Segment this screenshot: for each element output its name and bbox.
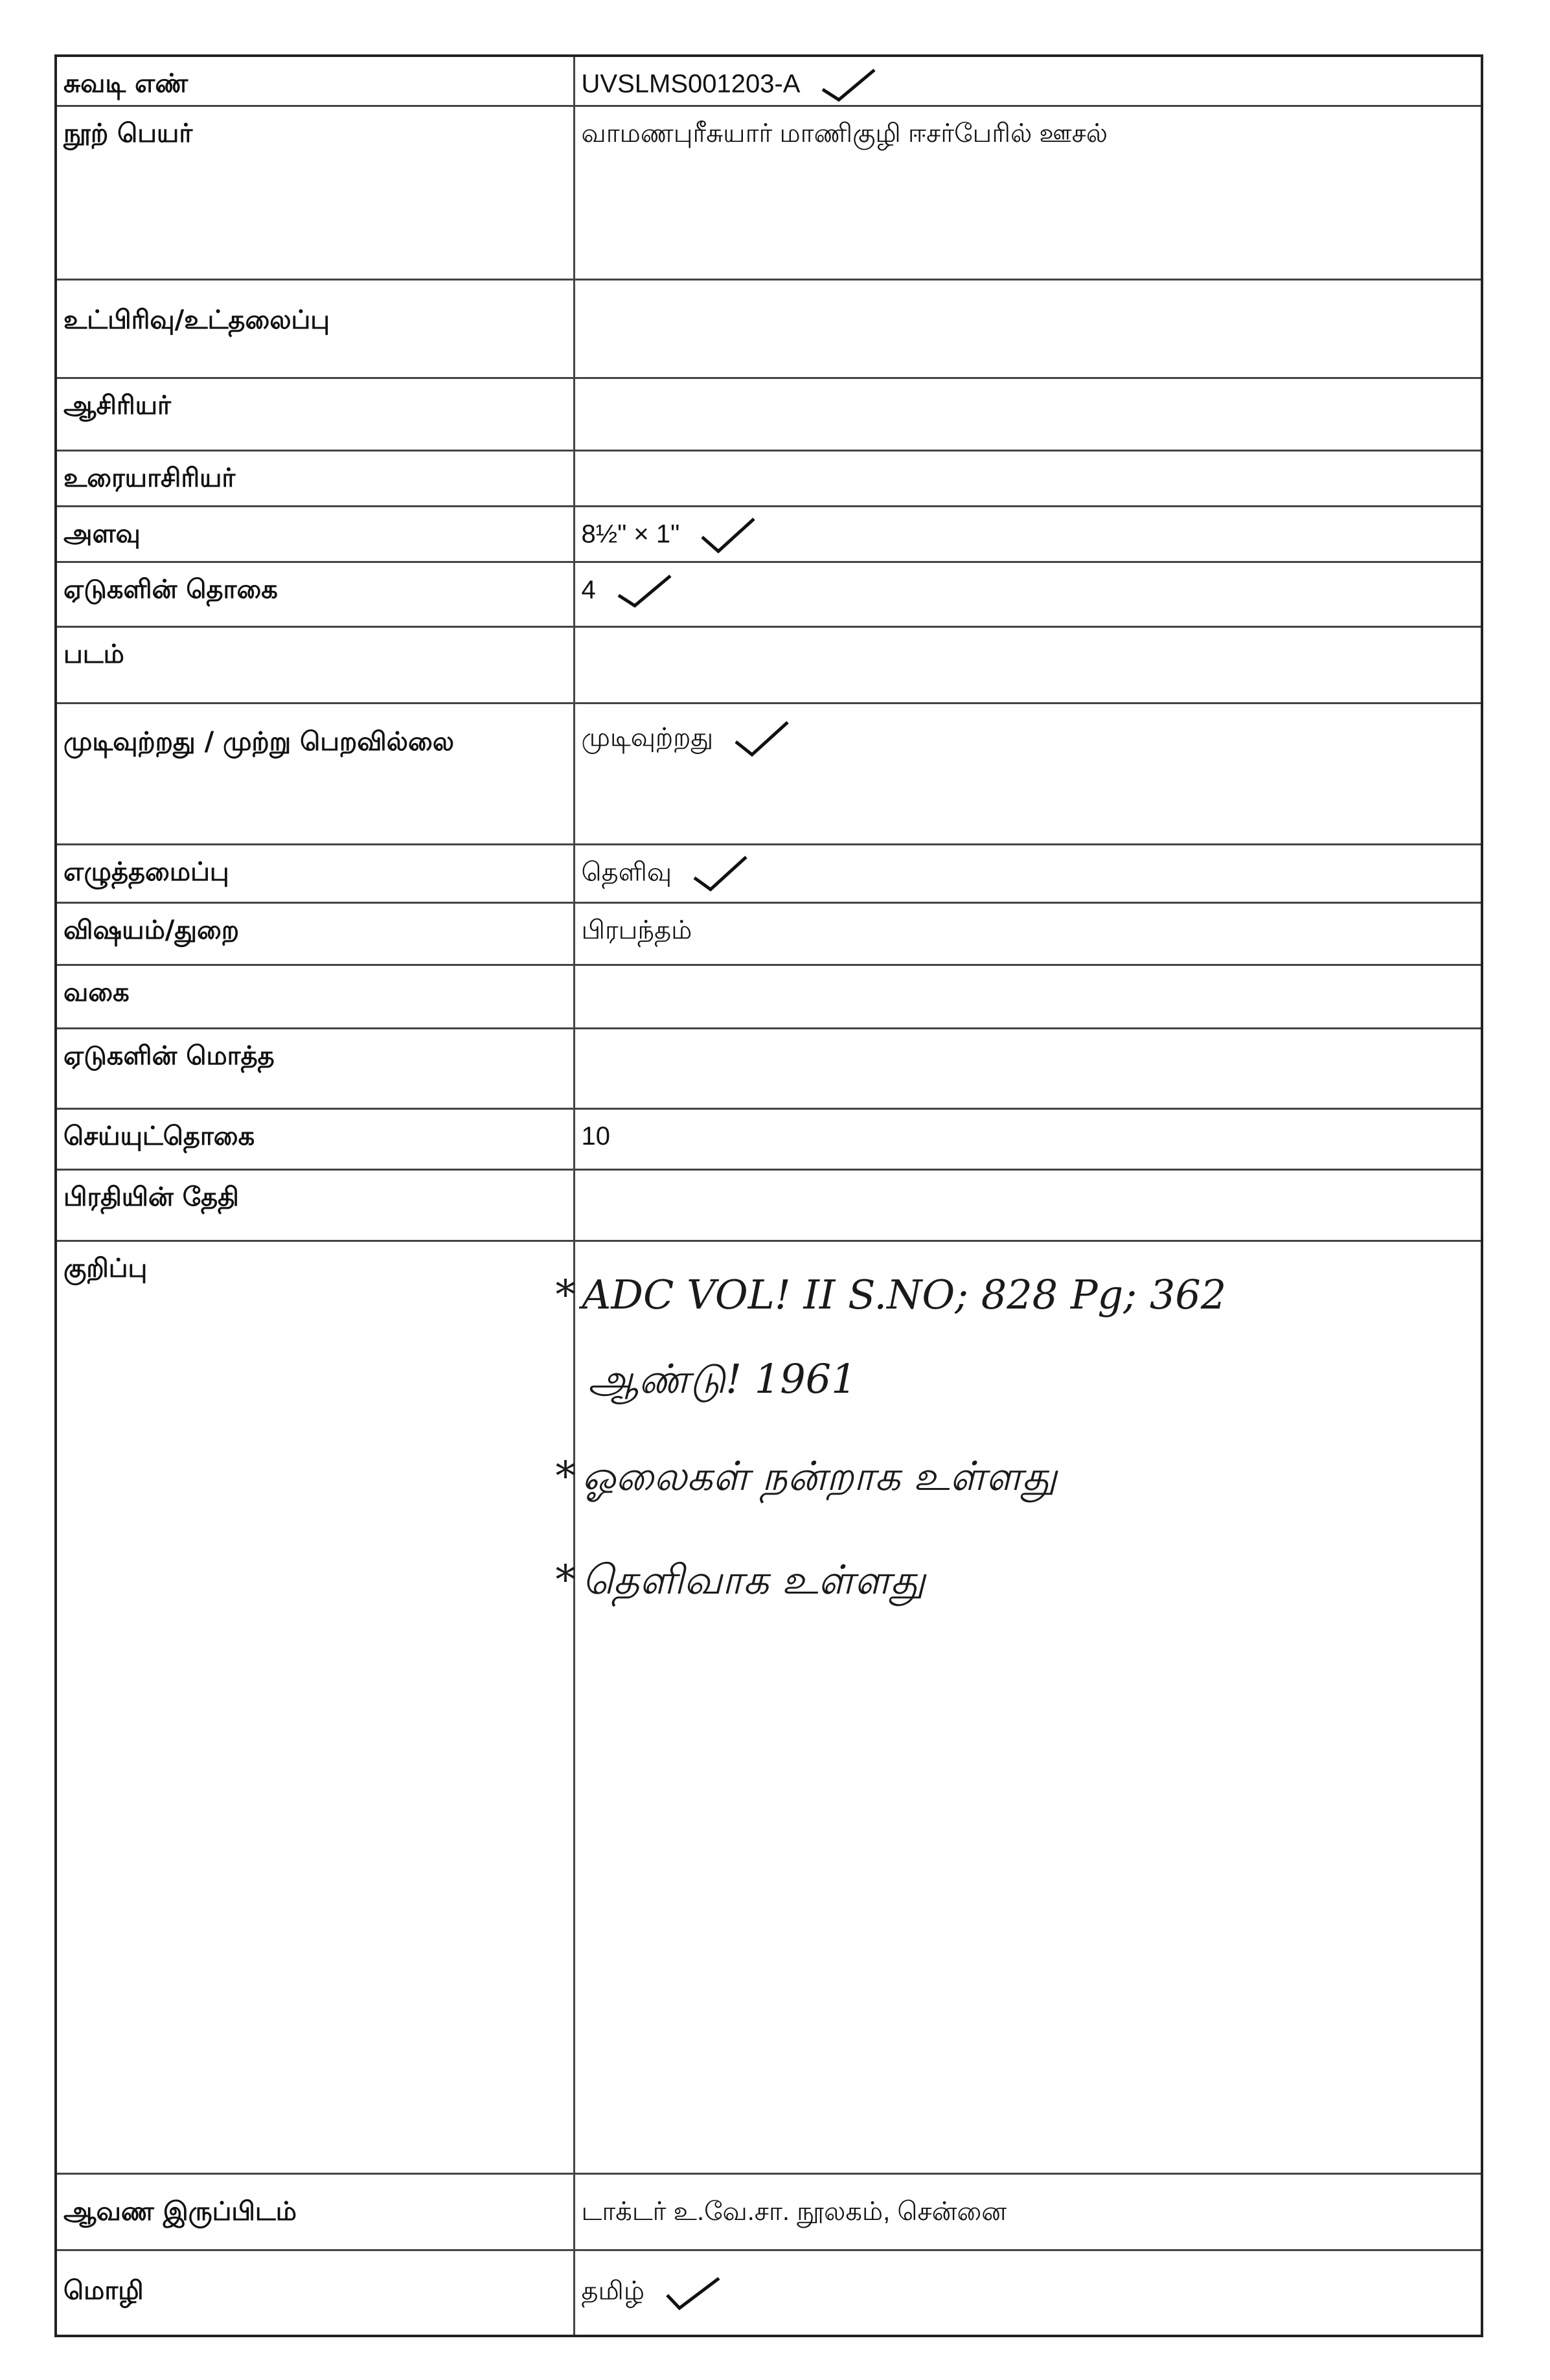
label-subdivision: உட்பிரிவு/உட்தலைப்பு	[56, 280, 574, 378]
label-total-leaves: ஏடுகளின் மொத்த	[56, 1029, 574, 1109]
row-verse-count	[56, 1109, 1482, 1170]
value-script	[574, 845, 1482, 903]
manuscript-id-text: UVSLMS001203-A	[581, 69, 801, 98]
value-title: வாமணபுரீசுயார் மாணிகுழி ஈசர்பேரில் ஊசல்	[574, 106, 1482, 280]
row-script	[56, 845, 1482, 903]
row-title	[56, 106, 1482, 280]
checkmark-icon	[819, 66, 878, 105]
value-leaf-count	[574, 562, 1482, 627]
value-manuscript-id	[574, 56, 1482, 106]
row-commentator	[56, 451, 1482, 507]
row-category	[56, 965, 1482, 1029]
label-location: ஆவண இருப்பிடம்	[56, 2174, 574, 2250]
row-picture	[56, 627, 1482, 704]
value-language	[574, 2250, 1482, 2336]
label-leaf-count: ஏடுகளின் தொகை	[56, 562, 574, 627]
value-commentator	[574, 451, 1482, 507]
row-completion	[56, 704, 1482, 845]
row-total-leaves	[56, 1029, 1482, 1109]
note-line-1	[556, 1268, 1227, 1322]
row-leaf-count	[56, 562, 1482, 627]
value-verse-count: 10	[574, 1109, 1482, 1170]
row-author	[56, 378, 1482, 451]
bullet-mark: *	[555, 1452, 576, 1500]
row-subject	[56, 903, 1482, 965]
size-text: 8½" × 1"	[581, 520, 680, 549]
value-total-leaves	[574, 1029, 1482, 1109]
value-author	[574, 378, 1482, 451]
leaf-count-text: 4	[581, 575, 596, 604]
note-line-4	[556, 1553, 926, 1607]
value-picture	[574, 627, 1482, 704]
completion-text: முடிவுற்றது	[581, 723, 714, 752]
label-manuscript-id: சுவடி எண்	[56, 56, 574, 106]
label-copy-date: பிரதியின் தேதி	[56, 1170, 574, 1241]
row-notes	[56, 1241, 1482, 2174]
note-line-2	[588, 1352, 857, 1406]
note-year: ஆண்டு! 1961	[587, 1355, 857, 1402]
label-verse-count: செய்யுட்தொகை	[56, 1109, 574, 1170]
catalog-form	[54, 54, 1483, 2337]
note-clarity: தெளிவாக உள்ளது	[582, 1556, 926, 1603]
value-subject: பிரபந்தம்	[574, 903, 1482, 965]
checkmark-icon	[664, 2273, 722, 2312]
label-size: அளவு	[56, 507, 574, 562]
checkmark-icon	[733, 720, 791, 759]
label-author: ஆசிரியர்	[56, 378, 574, 451]
value-notes	[555, 1241, 1482, 2174]
script-text: தெளிவு	[581, 858, 672, 887]
row-size	[56, 507, 1482, 562]
checkmark-icon	[691, 854, 749, 893]
note-leaves-condition: ஓலைகள் நன்றாக உள்ளது	[582, 1452, 1057, 1500]
bullet-mark: *	[555, 1556, 576, 1603]
value-category	[574, 965, 1482, 1029]
bullet-mark: *	[555, 1271, 576, 1318]
value-location: டாக்டர் உ.வே.சா. நூலகம், சென்னை	[574, 2174, 1482, 2250]
label-subject: விஷயம்/துறை	[56, 903, 574, 965]
note-catalog-ref: ADC VOL! II S.NO; 828 Pg; 362	[582, 1271, 1227, 1318]
label-script: எழுத்தமைப்பு	[56, 845, 574, 903]
row-copy-date	[56, 1170, 1482, 1241]
row-language	[56, 2250, 1482, 2336]
value-completion	[574, 704, 1482, 845]
row-location	[56, 2174, 1482, 2250]
value-subdivision	[574, 280, 1482, 378]
language-text: தமிழ்	[581, 2276, 645, 2306]
checkmark-icon	[699, 516, 757, 555]
label-category: வகை	[56, 965, 574, 1029]
label-commentator: உரையாசிரியர்	[56, 451, 574, 507]
label-title: நூற் பெயர்	[56, 106, 574, 280]
label-completion: முடிவுற்றது / முற்று பெறவில்லை	[56, 704, 574, 845]
note-line-3	[556, 1449, 1057, 1504]
row-manuscript-id	[56, 56, 1482, 106]
value-size	[574, 507, 1482, 562]
checkmark-icon	[615, 572, 674, 611]
value-copy-date	[574, 1170, 1482, 1241]
label-notes: குறிப்பு	[56, 1241, 574, 2174]
label-picture: படம்	[56, 627, 574, 704]
row-subdivision	[56, 280, 1482, 378]
label-language: மொழி	[56, 2250, 574, 2336]
